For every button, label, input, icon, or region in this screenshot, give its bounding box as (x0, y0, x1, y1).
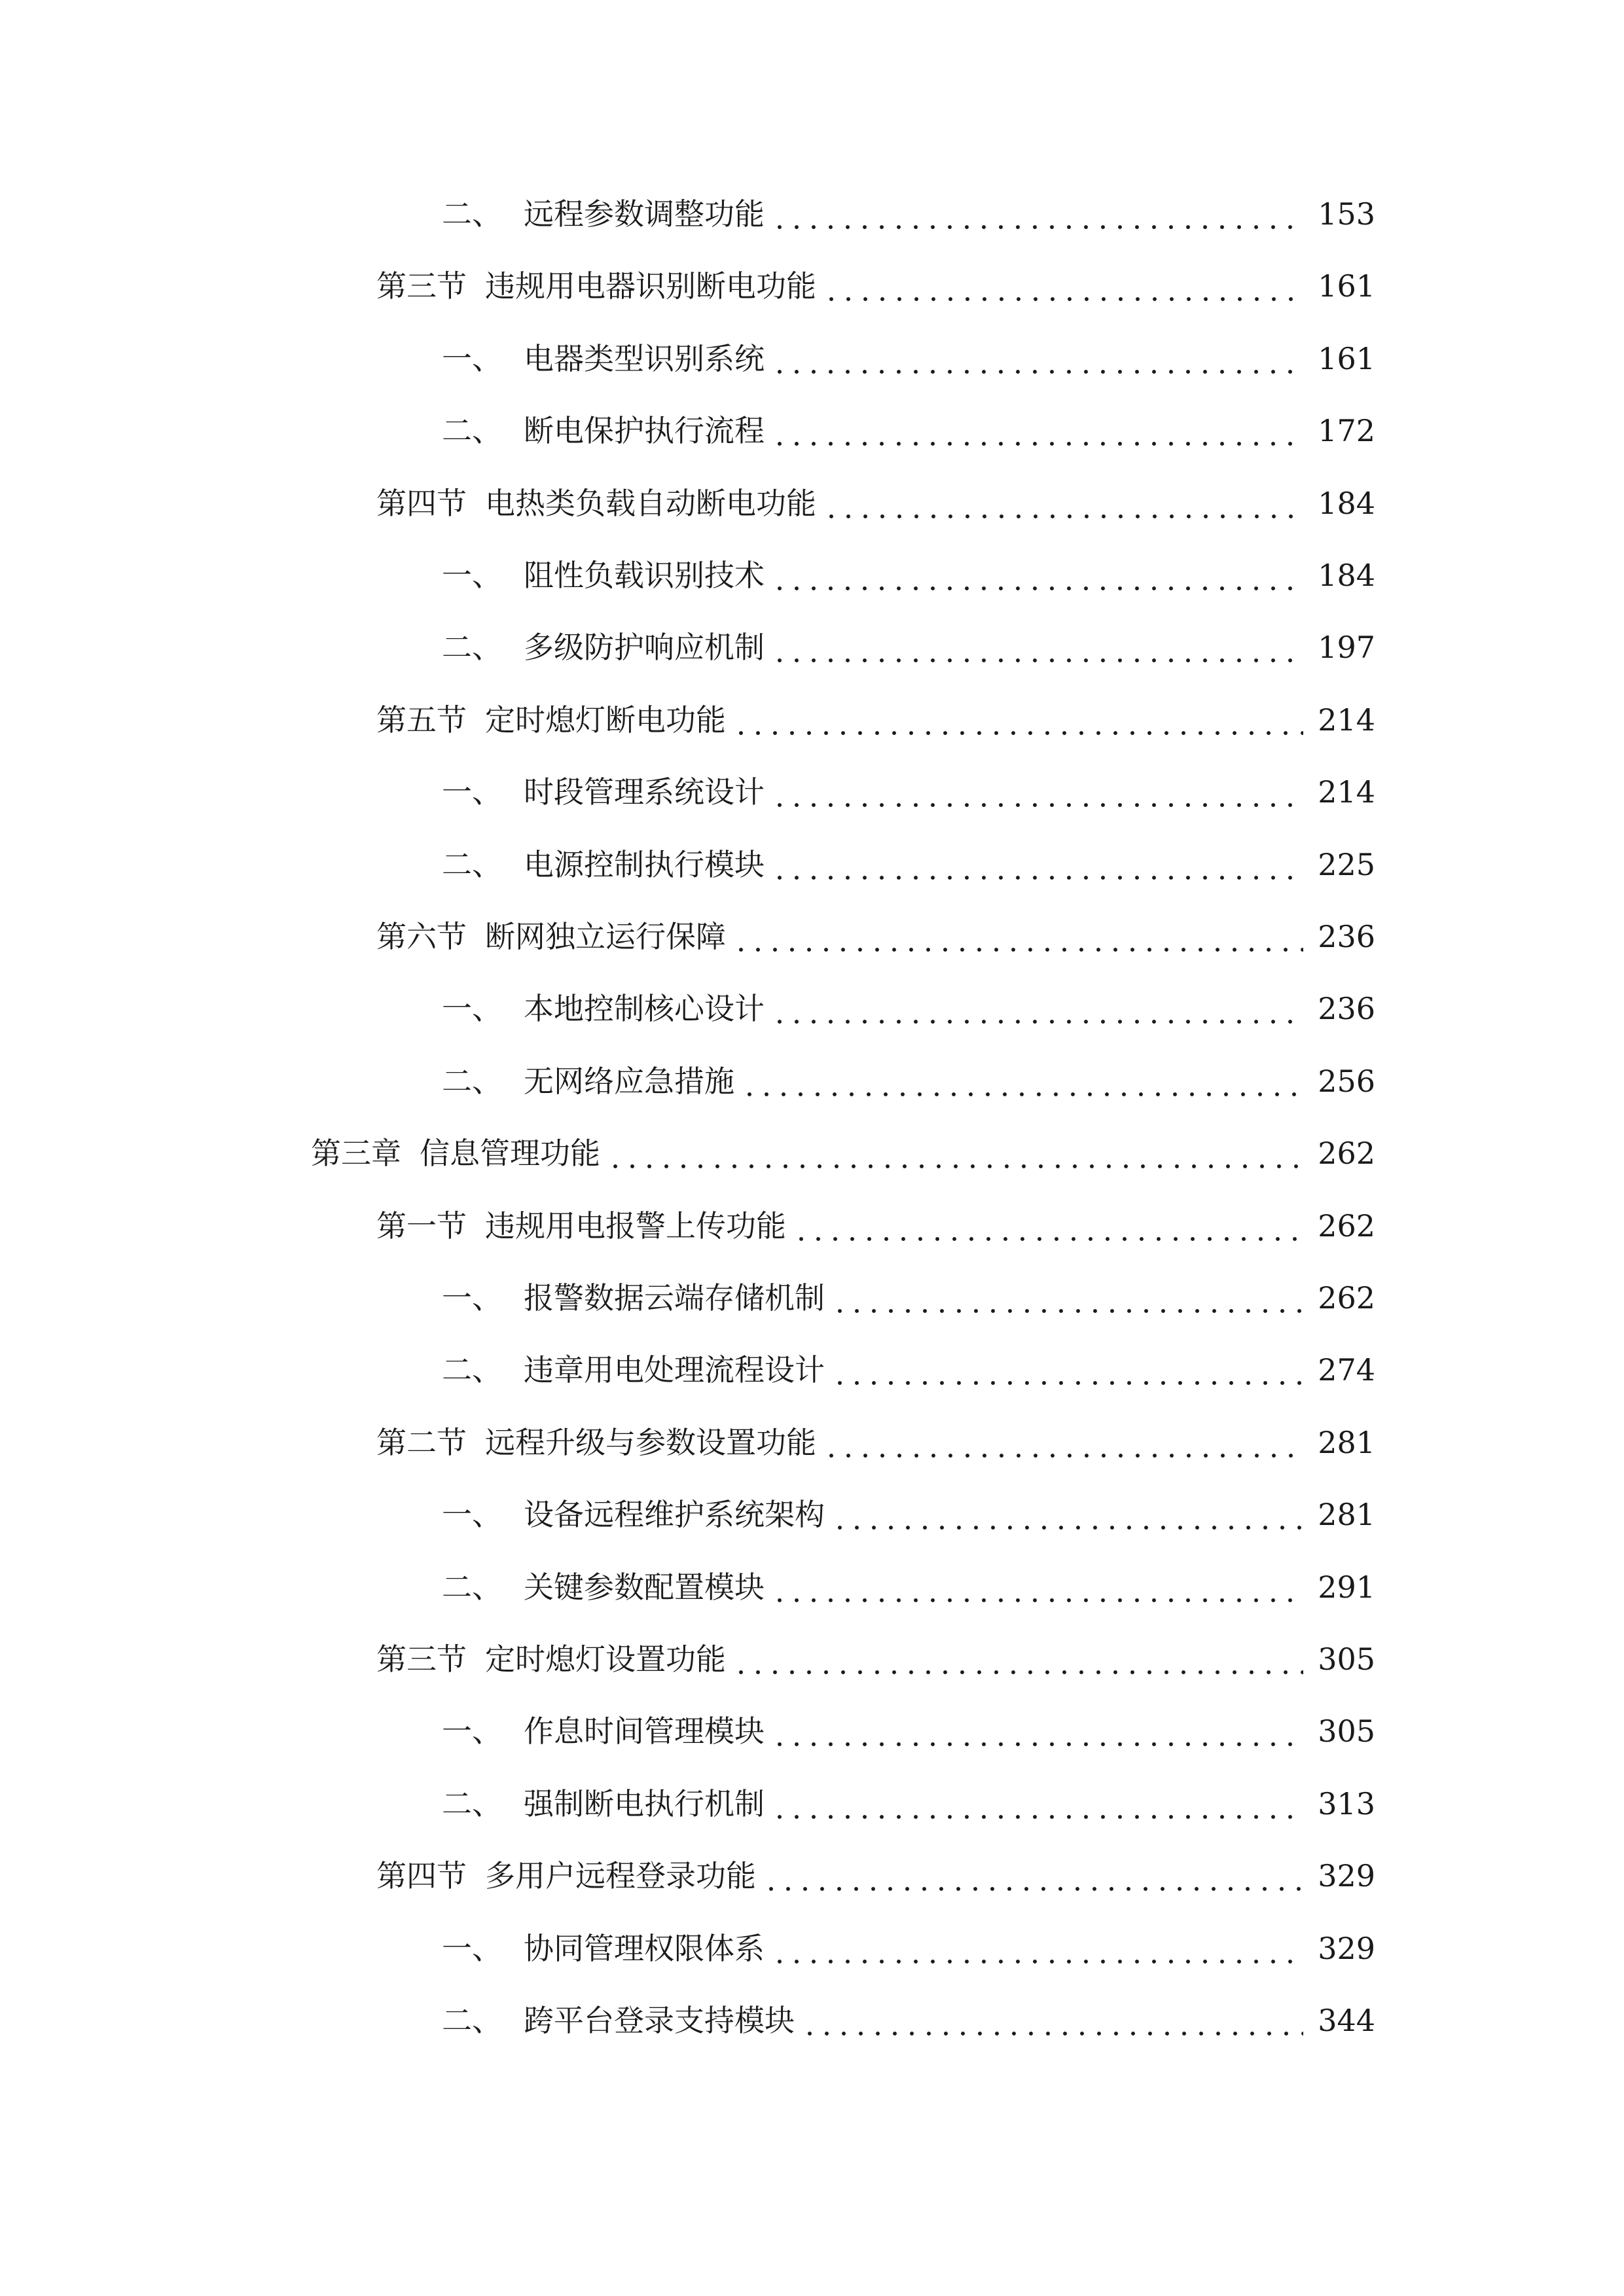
toc-entry[interactable] (376, 899, 1375, 952)
toc-entry-number: 二、 (442, 1063, 502, 1099)
toc-entry-title: 远程参数调整功能 (524, 196, 765, 232)
toc-entry-number: 二、 (442, 846, 502, 882)
dot-leader (771, 850, 1303, 880)
toc-entry-page-number: 313 (1318, 1785, 1375, 1821)
toc-entry-title: 断网独立运行保障 (485, 919, 726, 954)
toc-entry-title: 电源控制执行模块 (524, 846, 765, 882)
toc-entry[interactable] (376, 1622, 1375, 1677)
toc-entry-number: 第五节 (376, 702, 467, 738)
toc-entry[interactable] (442, 1983, 1375, 2036)
toc-entry-title: 定时熄灯设置功能 (485, 1641, 726, 1677)
toc-entry[interactable] (376, 1189, 1375, 1244)
dot-leader (732, 1644, 1303, 1674)
toc-entry[interactable] (442, 538, 1375, 593)
toc-entry-page-number: 214 (1318, 702, 1375, 738)
toc-entry-number: 一、 (442, 1497, 502, 1533)
toc-entry-page-number: 161 (1318, 268, 1375, 304)
toc-entry-title: 违章用电处理流程设计 (524, 1352, 825, 1388)
toc-entry[interactable] (376, 683, 1375, 738)
toc-entry-title: 跨平台登录支持模块 (524, 2003, 795, 2038)
toc-entry-title: 本地控制核心设计 (524, 991, 765, 1027)
dot-leader (741, 1066, 1303, 1096)
toc-entry-page-number: 214 (1318, 774, 1375, 810)
toc-entry-page-number: 262 (1318, 1136, 1375, 1172)
toc-entry[interactable] (442, 1261, 1375, 1316)
toc-entry-number: 一、 (442, 340, 502, 376)
toc-entry-title: 协同管理权限体系 (524, 1930, 765, 1966)
toc-entry[interactable] (442, 1044, 1375, 1099)
dot-leader (763, 1861, 1303, 1891)
toc-entry-page-number: 281 (1318, 1497, 1375, 1533)
toc-entry-number: 二、 (442, 1785, 502, 1821)
dot-leader (823, 271, 1303, 301)
toc-entry-page-number: 225 (1318, 846, 1375, 882)
toc-entry-page-number: 329 (1318, 1858, 1375, 1894)
toc-entry-number: 一、 (442, 991, 502, 1027)
toc-entry[interactable] (442, 1694, 1375, 1749)
toc-entry-number: 第四节 (376, 485, 467, 521)
toc-entry-page-number: 161 (1318, 340, 1375, 376)
dot-leader (771, 1933, 1303, 1964)
toc-entry-page-number: 172 (1318, 413, 1375, 449)
toc-entry-number: 第六节 (376, 919, 467, 954)
toc-entry-title: 断电保护执行流程 (524, 413, 765, 449)
toc-entry-title: 信息管理功能 (420, 1136, 600, 1172)
toc-entry[interactable] (442, 177, 1375, 232)
toc-entry[interactable] (311, 1116, 1375, 1172)
toc-entry[interactable] (442, 827, 1375, 880)
toc-entry-page-number: 262 (1318, 1280, 1375, 1316)
dot-leader (771, 416, 1303, 446)
toc-entry-number: 一、 (442, 1280, 502, 1316)
toc-entry-page-number: 291 (1318, 1569, 1375, 1605)
toc-entry-number: 二、 (442, 413, 502, 449)
toc-entry-number: 一、 (442, 1930, 502, 1966)
dot-leader (801, 2005, 1303, 2036)
toc-entry-page-number: 236 (1318, 919, 1375, 954)
toc-entry-page-number: 256 (1318, 1063, 1375, 1099)
toc-entry-page-number: 262 (1318, 1208, 1375, 1244)
dot-leader (771, 344, 1303, 374)
toc-entry-title: 电热类负载自动断电功能 (485, 485, 816, 521)
toc-entry-page-number: 305 (1318, 1641, 1375, 1677)
toc-entry-page-number: 274 (1318, 1352, 1375, 1388)
toc-entry-page-number: 236 (1318, 991, 1375, 1027)
dot-leader (771, 1789, 1303, 1819)
dot-leader (831, 1283, 1303, 1313)
toc-entry-number: 第三节 (376, 268, 467, 304)
dot-leader (823, 488, 1303, 518)
toc-entry-page-number: 305 (1318, 1713, 1375, 1749)
toc-entry-number: 第二节 (376, 1424, 467, 1460)
toc-entry-page-number: 184 (1318, 558, 1375, 593)
toc-entry-number: 一、 (442, 1713, 502, 1749)
dot-leader (607, 1138, 1303, 1168)
toc-entry-title: 关键参数配置模块 (524, 1569, 765, 1605)
toc-entry-title: 设备远程维护系统架构 (524, 1497, 825, 1533)
toc-entry-number: 第三章 (311, 1136, 401, 1172)
toc-entry[interactable] (442, 610, 1375, 666)
toc-entry[interactable] (442, 321, 1375, 374)
toc-entry[interactable] (442, 1477, 1375, 1533)
toc-entry[interactable] (376, 1839, 1375, 1894)
dot-leader (771, 560, 1303, 590)
toc-entry-number: 一、 (442, 774, 502, 810)
toc-entry-page-number: 281 (1318, 1424, 1375, 1460)
dot-leader (831, 1499, 1303, 1530)
toc-entry[interactable] (376, 1405, 1375, 1458)
toc-entry-number: 二、 (442, 196, 502, 232)
dot-leader (732, 705, 1303, 735)
toc-entry[interactable] (442, 971, 1375, 1027)
toc-entry[interactable] (442, 755, 1375, 810)
dot-leader (732, 922, 1303, 952)
toc-entry-number: 二、 (442, 1569, 502, 1605)
toc-entry[interactable] (376, 466, 1375, 521)
toc-entry-title: 无网络应急措施 (524, 1063, 734, 1099)
toc-entry[interactable] (442, 1333, 1375, 1388)
toc-entry[interactable] (442, 1767, 1375, 1819)
toc-entry-title: 远程升级与参数设置功能 (485, 1424, 816, 1460)
toc-entry-number: 第一节 (376, 1208, 467, 1244)
toc-entry-title: 时段管理系统设计 (524, 774, 765, 810)
dot-leader (771, 1716, 1303, 1746)
toc-entry-title: 违规用电器识别断电功能 (485, 268, 816, 304)
toc-entry-number: 二、 (442, 2003, 502, 2038)
toc-entry-title: 多用户远程登录功能 (485, 1858, 756, 1894)
toc-entry-title: 作息时间管理模块 (524, 1713, 765, 1749)
toc-entry-page-number: 197 (1318, 630, 1375, 666)
toc-entry-number: 二、 (442, 1352, 502, 1388)
dot-leader (793, 1211, 1303, 1241)
toc-entry[interactable] (376, 249, 1375, 304)
toc-entry-number: 第四节 (376, 1858, 467, 1894)
toc-entry-title: 定时熄灯断电功能 (485, 702, 726, 738)
toc-entry-title: 报警数据云端存储机制 (524, 1280, 825, 1316)
dot-leader (771, 1572, 1303, 1602)
toc-entry-title: 电器类型识别系统 (524, 340, 765, 376)
toc-entry-number: 二、 (442, 630, 502, 666)
dot-leader (771, 632, 1303, 662)
dot-leader (823, 1427, 1303, 1458)
dot-leader (771, 777, 1303, 807)
dot-leader (831, 1355, 1303, 1385)
dot-leader (771, 994, 1303, 1024)
toc-entry-title: 阻性负载识别技术 (524, 558, 765, 593)
toc-entry-title: 多级防护响应机制 (524, 630, 765, 666)
toc-entry-page-number: 153 (1318, 196, 1375, 232)
toc-entry-number: 第三节 (376, 1641, 467, 1677)
toc-entry-page-number: 344 (1318, 2003, 1375, 2038)
dot-leader (771, 199, 1303, 229)
toc-entry-title: 强制断电执行机制 (524, 1785, 765, 1821)
toc-entry-number: 一、 (442, 558, 502, 593)
toc-entry-page-number: 329 (1318, 1930, 1375, 1966)
toc-entry[interactable] (442, 1550, 1375, 1605)
toc-entry[interactable] (442, 1911, 1375, 1964)
toc-entry-title: 违规用电报警上传功能 (485, 1208, 786, 1244)
toc-entry-page-number: 184 (1318, 485, 1375, 521)
toc-entry[interactable] (442, 393, 1375, 449)
